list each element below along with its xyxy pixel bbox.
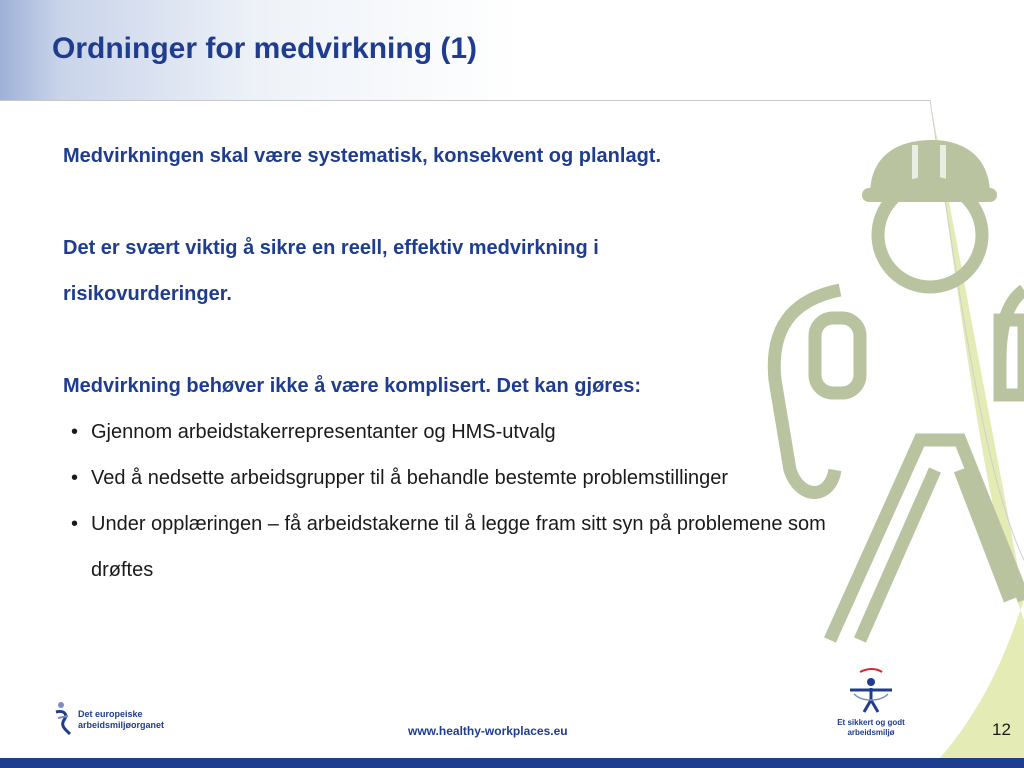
- slide-body: [63, 133, 863, 593]
- bullet-item: • Under opplæringen – få arbeidstakerne til å legge fram sitt syn på problemene som drøftes: [63, 501, 861, 593]
- osha-figure-icon: [52, 700, 78, 740]
- paragraph-not-complicated: Medvirkning behøver ikke å være komplisert. Det kan gjøres:: [63, 375, 641, 397]
- footer-url[interactable]: www.healthy-workplaces.eu: [408, 724, 568, 738]
- eu-osha-logo: [52, 700, 192, 740]
- bullet-item: • Gjennom arbeidstakerrepresentanter og HMS-utvalg: [63, 409, 863, 455]
- bullet-item: • Ved å nedsette arbeidsgrupper til å behandle bestemte problemstillinger: [63, 455, 731, 501]
- bullet-list: [63, 409, 863, 593]
- paragraph-risk-assessment: Det er svært viktig å sikre en reell, effektiv medvirkning i risikovurderinger.: [63, 237, 599, 305]
- campaign-figure-icon: [836, 664, 906, 718]
- campaign-logo: [836, 664, 906, 744]
- hard-hat-icon: [862, 140, 997, 202]
- logo-right-text: Et sikkert og godt arbeidsmiljø: [837, 718, 905, 737]
- logo-left-text: Det europeiske arbeidsmiljøorganet: [78, 709, 165, 730]
- bottom-bar: [0, 758, 1024, 768]
- page-number: 12: [992, 720, 1011, 739]
- spacer: [63, 179, 863, 225]
- slide-title: Ordninger for medvirkning (1): [52, 32, 478, 65]
- spacer: [63, 317, 863, 363]
- paragraph-systematic: Medvirkningen skal være systematisk, konsekvent og planlagt.: [63, 145, 661, 167]
